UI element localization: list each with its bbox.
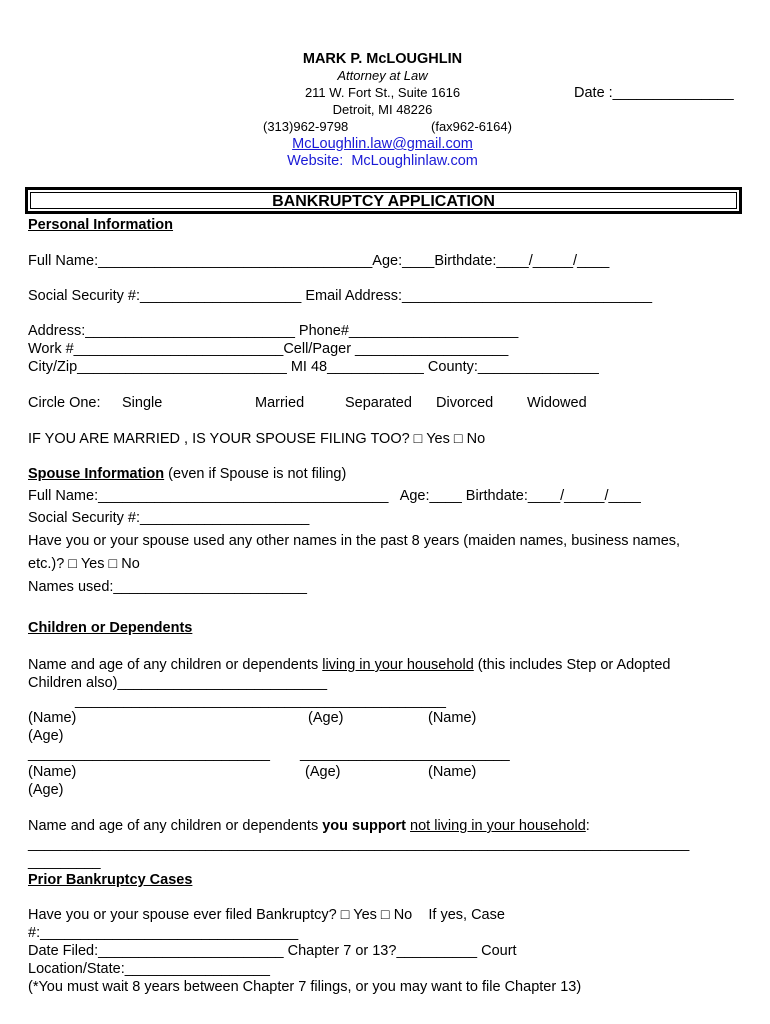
support-a: Name and age of any children or dependents [28, 818, 323, 834]
spouse-info-heading: Spouse Information [28, 466, 165, 482]
children-intro [28, 658, 670, 673]
spouse-full-name-field[interactable]: Full Name:____________________________________ Age:____ Birthdate:____/_____/____ [28, 488, 641, 504]
child-1-name-label: (Name) [28, 710, 77, 726]
status-single[interactable]: Single [122, 395, 163, 411]
spouse-info-note: (even if Spouse is not filing) [164, 466, 347, 482]
office-fax: (fax962-6164) [431, 119, 512, 134]
support-question [28, 819, 590, 834]
children-intro-line2[interactable]: Children also)__________________________ [28, 675, 328, 691]
status-divorced[interactable]: Divorced [436, 395, 494, 411]
status-widowed[interactable]: Widowed [527, 395, 587, 411]
child-line-2a[interactable]: ______________________________ [28, 746, 270, 762]
personal-info-heading: Personal Information [28, 217, 174, 233]
case-number-field[interactable]: #:________________________________ [28, 925, 299, 941]
support-e: : [585, 818, 590, 834]
spouse-heading-line [28, 467, 346, 482]
chapter-note: (*You must wait 8 years between Chapter 7 filings, or you may want to file Chapter 13) [28, 979, 582, 995]
spouse-ssn-field[interactable]: Social Security #:_____________________ [28, 510, 310, 526]
child-4-age-label: (Age) [28, 782, 64, 798]
child-2-age-label: (Age) [28, 728, 64, 744]
child-3-name-label: (Name) [28, 764, 77, 780]
child-2-name-label: (Name) [428, 710, 477, 726]
website-link[interactable]: Website: McLoughlinlaw.com [287, 153, 478, 169]
child-1-age-label: (Age) [308, 710, 344, 726]
office-phone: (313)962-9798 [263, 119, 349, 134]
form-title: BANKRUPTCY APPLICATION [272, 193, 495, 210]
prior-bankruptcy-heading: Prior Bankruptcy Cases [28, 872, 193, 888]
attorney-name: MARK P. McLOUGHLIN [302, 51, 463, 67]
child-line-1[interactable]: ______________________________________________ [75, 693, 446, 709]
children-intro-b: living in your household [322, 657, 474, 673]
spouse-filing-question[interactable]: IF YOU ARE MARRIED , IS YOUR SPOUSE FILING TOO? □ Yes □ No [28, 431, 486, 447]
email-link[interactable]: McLoughlin.law@gmail.com [292, 136, 473, 152]
status-separated[interactable]: Separated [345, 395, 412, 411]
city-county-field[interactable]: City/Zip__________________________ MI 48____________ County:_______________ [28, 359, 599, 375]
other-names-yes-no[interactable]: etc.)? □ Yes □ No [28, 556, 140, 572]
date-field[interactable]: Date :_______________ [574, 85, 734, 101]
prior-filed-question[interactable]: Have you or your spouse ever filed Bankruptcy? □ Yes □ No If yes, Case [28, 907, 505, 923]
child-4-name-label: (Name) [428, 764, 477, 780]
children-intro-a: Name and age of any children or dependents [28, 657, 323, 673]
names-used-field[interactable]: Names used:________________________ [28, 579, 307, 595]
children-heading: Children or Dependents [28, 620, 193, 636]
full-name-field[interactable]: Full Name:__________________________________Age:____Birthdate:____/_____/____ [28, 253, 610, 269]
location-state-field[interactable]: Location/State:__________________ [28, 961, 270, 977]
street-address: 211 W. Fort St., Suite 1616 [304, 85, 461, 100]
children-intro-c: (this includes Step or Adopted [473, 657, 671, 673]
attorney-title: Attorney at Law [337, 68, 428, 83]
other-names-question: Have you or your spouse used any other names in the past 8 years (maiden names, business names, [28, 533, 681, 549]
support-b: you support [322, 818, 407, 834]
support-line-2[interactable]: _________ [28, 854, 101, 870]
circle-one-label: Circle One: [28, 395, 101, 411]
child-3-age-label: (Age) [305, 764, 341, 780]
date-filed-field[interactable]: Date Filed:_______________________ Chapter 7 or 13?__________ Court [28, 943, 517, 959]
support-d: not living in your household [410, 818, 586, 834]
support-line[interactable]: __________________________________________________________________________________ [28, 836, 690, 852]
ssn-email-field[interactable]: Social Security #:____________________ Email Address:_______________________________ [28, 288, 653, 304]
city-address: Detroit, MI 48226 [332, 102, 433, 117]
child-line-2b[interactable]: __________________________ [300, 746, 510, 762]
address-phone-field[interactable]: Address:__________________________ Phone#_____________________ [28, 323, 519, 339]
work-cell-field[interactable]: Work #__________________________Cell/Pager ___________________ [28, 341, 509, 357]
status-married[interactable]: Married [255, 395, 305, 411]
